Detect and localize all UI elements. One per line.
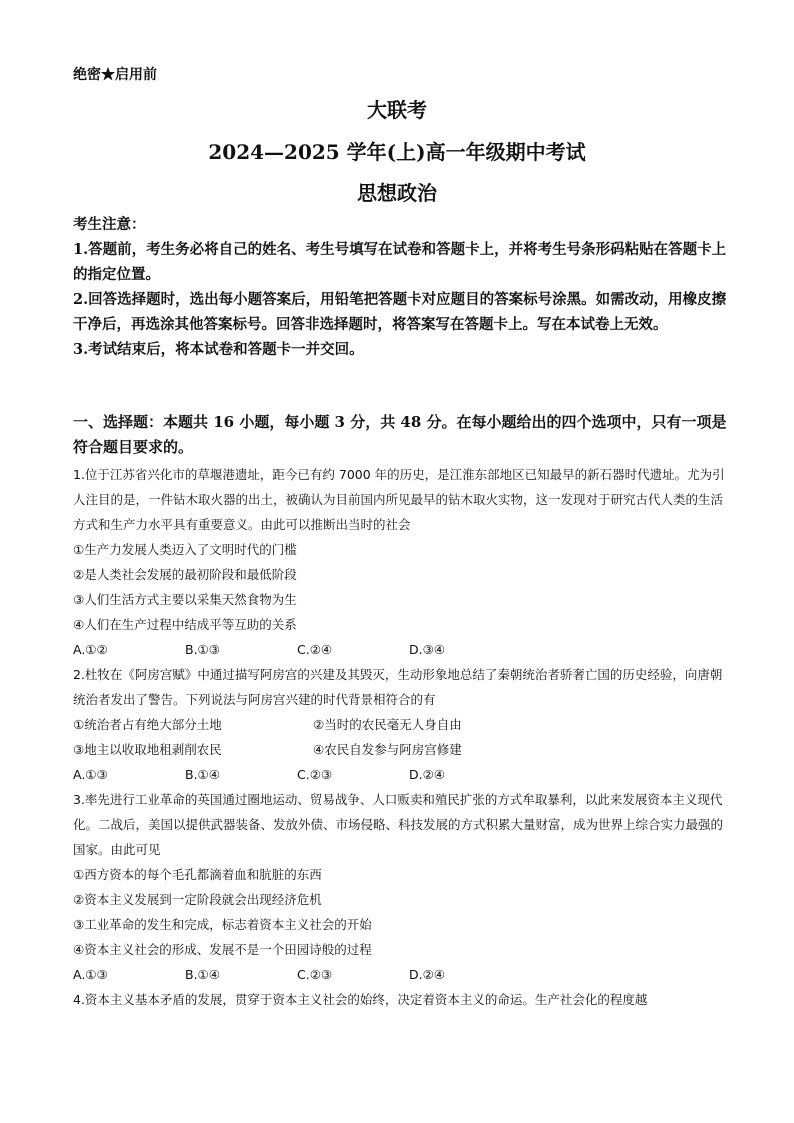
question-2 [73, 662, 733, 787]
statement: ①统治者占有绝大部分土地 [73, 717, 222, 732]
statement: ①生产力发展人类迈入了文明时代的门槛 [73, 542, 297, 557]
exam-subject: 思想政治 [357, 181, 437, 205]
exam-title: 2024—2025 学年(上)高一年级期中考试 [208, 140, 586, 164]
section-heading: 一、选择题：本题共 16 小题，每小题 3 分，共 48 分。在每小题给出的四个选项中，只有一项是符合题目要求的。 [73, 413, 727, 456]
option-c: C.②③ [297, 967, 333, 982]
option-b: B.①③ [185, 642, 220, 657]
confidential-mark: 绝密★启用前 [73, 67, 157, 83]
notice-title: 考生注意： [73, 216, 146, 233]
question-stem: 2.杜牧在《阿房宫赋》中通过描写阿房宫的兴建及其毁灭，生动形象地总结了秦朝统治者骄奢亡国的历史经验，向唐朝统治者发出了警告。下列说法与阿房宫兴建的时代背景相符合的有 [73, 667, 723, 707]
option-a: A.①② [73, 642, 108, 657]
answer-options [73, 762, 733, 787]
statement: ④人们在生产过程中结成平等互助的关系 [73, 617, 297, 632]
option-b: B.①④ [185, 967, 220, 982]
option-a: A.①③ [73, 967, 108, 982]
notice-item: 3.考试结束后，将本试卷和答题卡一并交回。 [73, 341, 364, 358]
statement: ④农民自发参与阿房宫修建 [313, 742, 462, 757]
option-d: D.②④ [409, 767, 446, 782]
option-c: C.②③ [297, 767, 333, 782]
question-3 [73, 787, 733, 987]
option-c: C.②④ [297, 642, 333, 657]
option-d: D.③④ [409, 642, 446, 657]
statement: ④资本主义社会的形成、发展不是一个田园诗般的过程 [73, 942, 372, 957]
question-1 [73, 462, 733, 662]
answer-options [73, 637, 733, 662]
statement-row [73, 712, 733, 737]
candidate-notice [73, 212, 733, 362]
statement-row [73, 737, 733, 762]
question-4 [73, 987, 733, 1012]
answer-options [73, 962, 733, 987]
question-stem: 3.率先进行工业革命的英国通过圈地运动、贸易战争、人口贩卖和殖民扩张的方式牟取暴利，以此来发展资本主义现代化。二战后，美国以提供武器装备、发放外债、市场侵略、科技发展的方式积累大量财富，成为世界上综合实力最强的国家。由此可见 [73, 792, 724, 857]
option-b: B.①④ [185, 767, 220, 782]
statement: ①西方资本的每个毛孔都滴着血和肮脏的东西 [73, 867, 322, 882]
statement: ③工业革命的发生和完成，标志着资本主义社会的开始 [73, 917, 372, 932]
exam-org: 大联考 [367, 98, 427, 122]
statement: ②资本主义发展到一定阶段就会出现经济危机 [73, 892, 322, 907]
statement: ②当时的农民毫无人身自由 [313, 717, 462, 732]
statement: ③人们生活方式主要以采集天然食物为生 [73, 592, 297, 607]
notice-item: 2.回答选择题时，选出每小题答案后，用铅笔把答题卡对应题目的答案标号涂黑。如需改动，用橡皮擦干净后，再选涂其他答案标号。回答非选择题时，将答案写在答题卡上。写在本试卷上无效。 [73, 291, 727, 333]
question-stem: 4.资本主义基本矛盾的发展，贯穿于资本主义社会的始终，决定着资本主义的命运。生产社会化的程度越 [73, 992, 648, 1007]
question-stem: 1.位于江苏省兴化市的草堰港遗址，距今已有约 7000 年的历史，是江淮东部地区已知最早的新石器时代遗址。尤为引人注目的是，一件钻木取火器的出土，被确认为目前国内所见最早的钻木取火实物，这一发现对于研究古代人类的生活方式和生产力水平具有重要意义。由此可以推断出当时的社会 [73, 467, 725, 532]
statement: ②是人类社会发展的最初阶段和最低阶段 [73, 567, 297, 582]
question-list [73, 462, 733, 1012]
statement: ③地主以收取地租剥削农民 [73, 742, 222, 757]
option-a: A.①③ [73, 767, 108, 782]
option-d: D.②④ [409, 967, 446, 982]
notice-item: 1.答题前，考生务必将自己的姓名、考生号填写在试卷和答题卡上，并将考生号条形码粘贴在答题卡上的指定位置。 [73, 241, 727, 283]
